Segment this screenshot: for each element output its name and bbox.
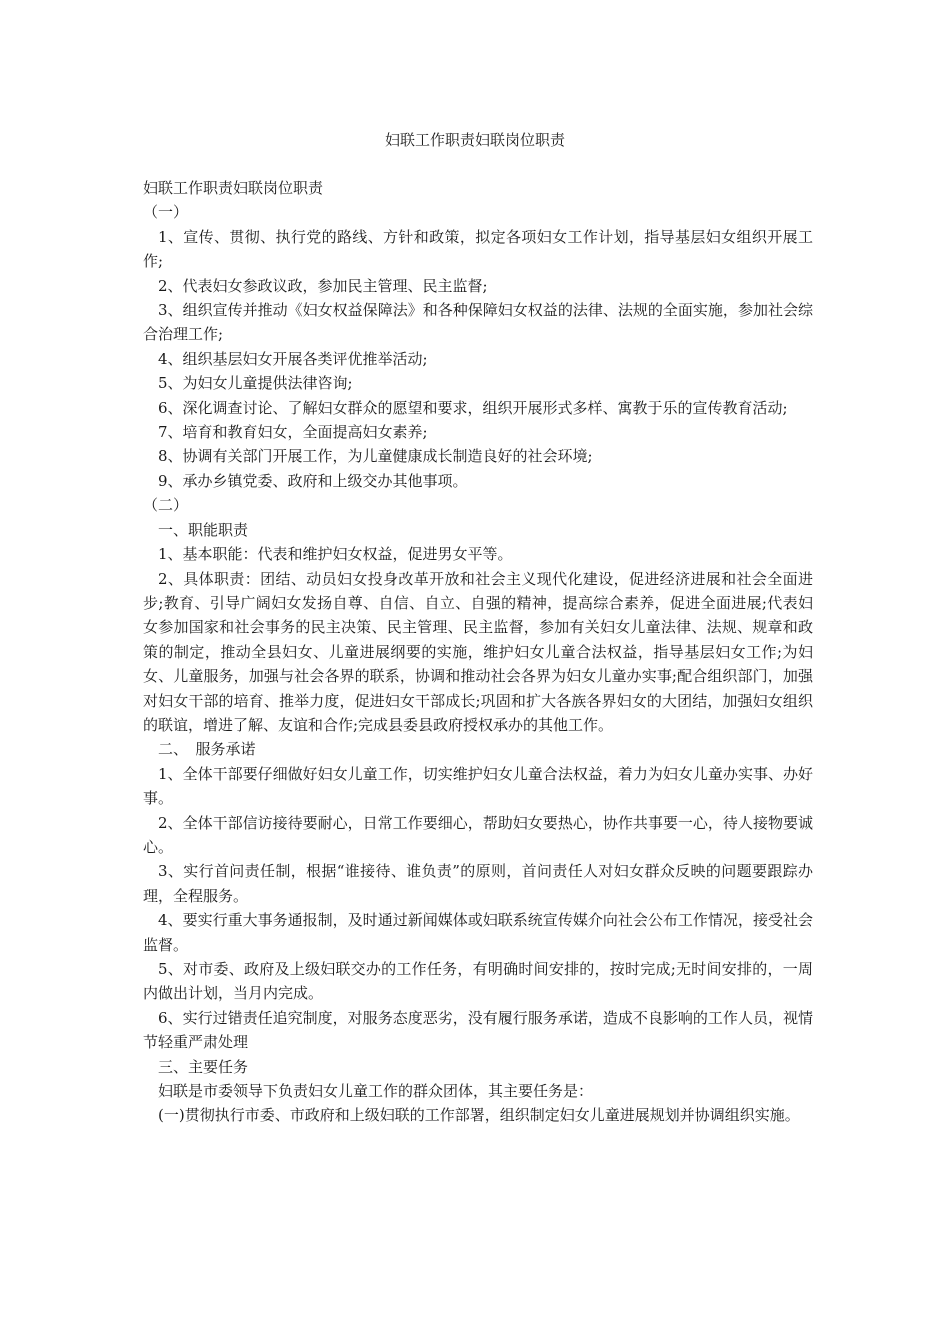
paragraph: 3、实行首问责任制，根据“谁接待、谁负责”的原则，首问责任人对妇女群众反映的问题要跟踪办理，全程服务。	[143, 862, 813, 905]
paragraph: 1、全体干部要仔细做好妇女儿童工作，切实维护妇女儿童合法权益，着力为妇女儿童办实事、办好事。	[143, 764, 813, 808]
section-heading: 二、 服务承诺	[158, 740, 256, 759]
paragraph: 4、组织基层妇女开展各类评优推举活动;	[158, 349, 428, 368]
paragraph: 6、实行过错责任追究制度，对服务态度恶劣，没有履行服务承诺，造成不良影响的工作人员，视情节轻重严肃处理	[143, 1008, 813, 1052]
paragraph: 8、协调有关部门开展工作，为儿童健康成长制造良好的社会环境;	[158, 447, 593, 466]
section-marker-one: （一）	[143, 203, 189, 222]
paragraph: 2、全体干部信访接待要耐心，日常工作要细心，帮助妇女要热心，协作共事要一心，待人接物要诚心。	[143, 813, 813, 856]
paragraph: 1、基本职能：代表和维护妇女权益，促进男女平等。	[158, 545, 513, 564]
paragraph: 2、具体职责：团结、动员妇女投身改革开放和社会主义现代化建设，促进经济进展和社会全面进步;教育、引导广阔妇女发扬自尊、自信、自立、自强的精神，提高综合素养，促进全面进展;代表妇女参加国家和社会事务的民主决策、民主管理、民主监督，参加有关妇女儿童法律、法规、规章和政策的制定，推动全县妇女、儿童进展纲要的实施，维护妇女儿童合法权益，指导基层妇女工作;为妇女、儿童服务，加强与社会各界的联系，协调和推动社会各界为妇女儿童办实事;配合组织部门，加强对妇女干部的培育、推举力度，促进妇女干部成长;巩固和扩大各族各界妇女的大团结，加强妇女组织的联谊，增进了解、友谊和合作;完成县委县政府授权承办的其他工作。	[143, 569, 813, 734]
paragraph: 5、为妇女儿童提供法律咨询;	[158, 374, 353, 393]
paragraph: 5、对市委、政府及上级妇联交办的工作任务，有明确时间安排的，按时完成;无时间安排的，一周内做出计划，当月内完成。	[143, 960, 813, 1003]
document-body	[143, 176, 813, 1128]
section-heading: 一、职能职责	[158, 520, 249, 539]
paragraph: 2、代表妇女参政议政，参加民主管理、民主监督;	[158, 276, 488, 295]
paragraph: 妇联是市委领导下负责妇女儿童工作的群众团体，其主要任务是：	[158, 1082, 594, 1101]
document-title: 妇联工作职责妇联岗位职责	[384, 131, 565, 149]
paragraph: 3、组织宣传并推动《妇女权益保障法》和各种保障妇女权益的法律、法规的全面实施，参加社会综合治理工作;	[143, 301, 813, 344]
paragraph: 9、承办乡镇党委、政府和上级交办其他事项。	[158, 471, 468, 490]
paragraph: (一)贯彻执行市委、市政府和上级妇联的工作部署，组织制定妇女儿童进展规划并协调组织实施。	[158, 1106, 800, 1125]
paragraph: 4、要实行重大事务通报制，及时通过新闻媒体或妇联系统宣传媒介向社会公布工作情况，接受社会监督。	[143, 911, 813, 954]
document-subtitle: 妇联工作职责妇联岗位职责	[143, 179, 324, 197]
paragraph: 7、培育和教育妇女，全面提高妇女素养;	[158, 423, 428, 442]
section-heading: 三、主要任务	[158, 1057, 249, 1076]
section-marker-two: （二）	[143, 496, 189, 515]
paragraph: 1、宣传、贯彻、执行党的路线、方针和政策，拟定各项妇女工作计划，指导基层妇女组织开展工作;	[143, 227, 813, 271]
paragraph: 6、深化调查讨论、了解妇女群众的愿望和要求，组织开展形式多样、寓教于乐的宣传教育活动;	[158, 398, 788, 417]
